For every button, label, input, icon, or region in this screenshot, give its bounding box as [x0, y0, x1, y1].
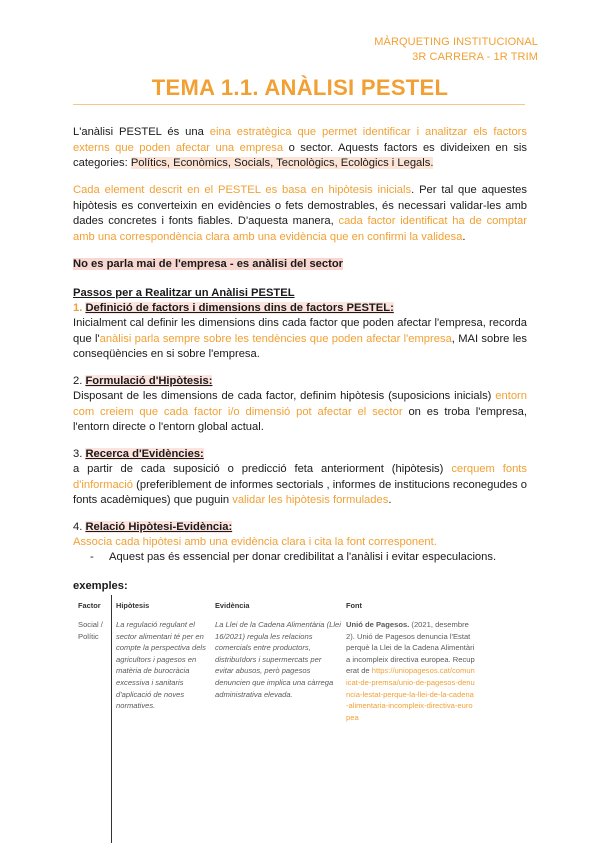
intro-paragraph-1	[73, 125, 527, 172]
steps-heading-text: Passos per a Realitzar un Anàlisi PESTEL	[73, 287, 295, 299]
step-4-bullet: -	[90, 551, 94, 563]
intro-text: . Per tal que aquestes hipòtesis es converteixin en evidències o fets demostrables, és necessari validar-les amb dades concretes i fonts fiables. D'aquesta manera,	[73, 184, 528, 227]
note-line	[73, 257, 343, 273]
examples-table	[73, 595, 531, 843]
step-text: (preferiblement de informes sectorials , informes de institucions reconegudes o fonts acadèmiques) que puguin	[73, 478, 527, 506]
step-1-title	[73, 301, 394, 317]
table-cell-factor: Social / Polític	[78, 620, 103, 641]
examples-label	[73, 579, 128, 595]
step-highlight-text: cerquem fonts d'informació	[73, 463, 528, 491]
title-divider	[73, 104, 525, 105]
table-cell-font	[346, 619, 476, 723]
step-text: Inicialment cal definir les dimensions dins cada factor que poden afectar l'empresa, recorda que l'	[73, 317, 527, 345]
step-3-number: 3.	[73, 448, 86, 460]
intro-text: o sector. Aquests factors es divideixen en sis categories:	[73, 141, 527, 169]
intro-highlight-text: eina estratègica que permet identificar i analitzar els factors externs que poden afectar una empresa	[73, 126, 527, 154]
step-4-body: Associa cada hipòtesi amb una evidència clara i cita la font corresponent.	[73, 536, 437, 548]
step-4-title	[73, 520, 232, 536]
table-header-hipotesis: Hipòtesis	[116, 601, 150, 610]
table-header-evidencia: Evidència	[215, 601, 250, 610]
step-highlight-text: entorn com creiem que cada factor i/o dimensió pot afectar el sector	[73, 390, 527, 418]
step-text: a partir de cada suposició o predicció feta anteriorment (hipòtesis)	[73, 463, 452, 475]
course-term: 3R CARRERA - 1R TRIM	[412, 51, 538, 63]
step-highlight-text: anàlisi parla sempre sobre les tendències que poden afectar l'empresa	[99, 332, 452, 345]
sector-note: No es parla mai de l'empresa - es anàlisi del sector	[73, 258, 344, 270]
step-text: , MAI sobre les conseqüències en si sobre l'empresa.	[73, 332, 528, 360]
steps-heading	[73, 286, 295, 302]
table-header-font: Font	[346, 601, 363, 610]
table-cell-evidencia: La Llei de la Cadena Alimentària (Llei 16/2021) regula les relacions comercials entre productors, distribuïdors i supermercats per evitar abusos, però pagesos denuncien que implica una càrrega administrativa elevada.	[215, 620, 341, 699]
table-header-factor: Factor	[78, 601, 101, 610]
step-1-title-text: Definició de factors i dimensions dins de factors PESTEL:	[85, 302, 394, 314]
step-1-number: 1.	[73, 302, 86, 314]
pestel-categories: Polítics, Econòmics, Socials, Tecnològics, Ecològics i Legals.	[130, 157, 434, 169]
step-3-body	[73, 462, 527, 509]
table-divider	[111, 595, 112, 843]
step-text: on es troba l'empresa, l'entorn directe o l'entorn global actual.	[73, 405, 527, 433]
table-cell-hipotesis: La regulació regulant el sector alimentari té per en compte la perspectiva dels agricultors i pagesos en matèria de burocràcia excessiva i sanitaris d'aplicació de noves normatives.	[116, 620, 206, 711]
step-4-bullet-text: Aquest pas és essencial per donar credibilitat a l'anàlisi i evitar especulacions.	[109, 551, 497, 563]
step-highlight-text: validar les hipòtesis formulades	[232, 494, 389, 506]
intro-highlight-text: Cada element descrit en el PESTEL es basa en hipòtesis inicials	[73, 184, 412, 196]
intro-text: L'anàlisi PESTEL és una	[73, 126, 210, 138]
step-3-title-text: Recerca d'Evidències:	[85, 448, 204, 460]
intro-text: .	[462, 230, 466, 243]
page-title: TEMA 1.1. ANÀLISI PESTEL	[151, 75, 449, 100]
course-name: MÀRQUETING INSTITUCIONAL	[374, 36, 538, 48]
source-link[interactable]: https://uniopagesos.cat/comunicat-de-premsa/unio-de-pagesos-denuncia-lestat-perque-la-llei-de-la-cadena-alimentaria-incompleix-directiva-europea	[346, 666, 475, 722]
step-4-title-text: Relació Hipòtesi-Evidència:	[85, 521, 233, 533]
examples-label-text: exemples:	[73, 580, 128, 592]
intro-paragraph-2	[73, 183, 527, 245]
step-3-title	[73, 447, 204, 463]
source-citation: (2021, desembre 2). Unió de Pagesos denuncia l'Estat perquè la Llei de la Cadena Alimentària incompleix directiva europea. Recuperat de	[346, 620, 475, 676]
step-2-title-text: Formulació d'Hipòtesis:	[85, 375, 213, 387]
source-author: Unió de Pagesos.	[346, 620, 410, 629]
step-2-body	[73, 389, 527, 436]
step-2-title	[73, 374, 212, 390]
step-1-body	[73, 316, 527, 363]
intro-highlight-text: cada factor identificat ha de comptar amb una correspondència clara amb una evidència que en confirmi la validesa	[73, 215, 527, 243]
step-text: Disposant de les dimensions de cada factor, definim hipòtesis (suposicions inicials)	[73, 390, 496, 402]
step-4-number: 4.	[73, 521, 86, 533]
step-text: .	[388, 494, 392, 506]
step-2-number: 2.	[73, 375, 86, 387]
